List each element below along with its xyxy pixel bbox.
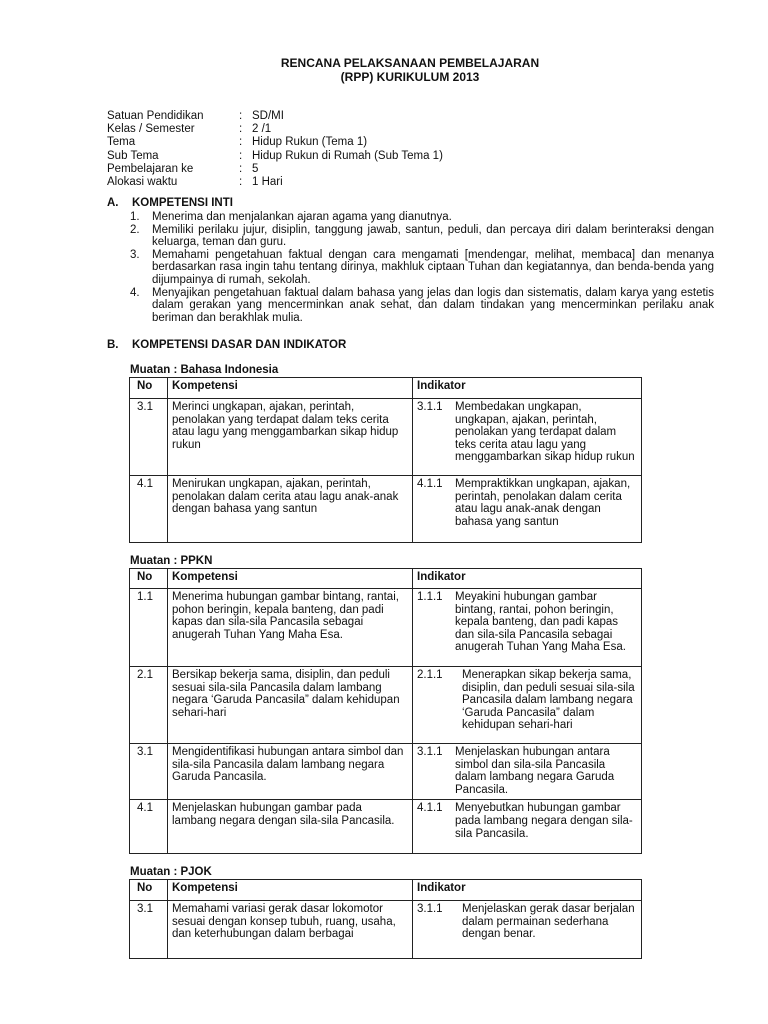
list-item: [130, 224, 714, 249]
identity-value: 1 Hari: [252, 176, 283, 189]
list-text: Memiliki perilaku jujur, disiplin, tanggung jawab, santun, peduli, dan percaya diri dalam berinteraksi dengan keluarga, teman dan guru.: [152, 223, 714, 249]
identity-sep: :: [239, 149, 243, 162]
indikator-text: Menjelaskan hubungan antara simbol dan sila-sila Pancasila dalam lambang negara Garuda Pancasila.: [455, 746, 615, 796]
indikator-code: 2.1.1: [417, 669, 443, 681]
indikator-text: Menyebutkan hubungan gambar pada lambang negara dengan sila-sila Pancasila.: [455, 802, 633, 840]
cell-indikator: [413, 476, 642, 543]
cell-kompetensi: Menerima hubungan gambar bintang, rantai, pohon beringin, kepala banteng, dan padi kapas dan sila-sila Pancasila sebagai anugerah Tuhan Yang Maha Esa.: [168, 589, 413, 667]
identity-label: Sub Tema: [107, 149, 159, 162]
identity-value: 2 /1: [252, 123, 272, 136]
indikator-text: Meyakini hubungan gambar bintang, rantai, pohon beringin, kepala banteng, dan padi kapas dan sila-sila Pancasila sebagai anugerah Tuhan Yang Maha Esa.: [455, 591, 626, 654]
cell-indikator: [413, 399, 642, 476]
cell-indikator: [413, 800, 642, 854]
identity-row: [107, 123, 443, 136]
table-row: [130, 589, 642, 667]
table-row: [130, 800, 642, 854]
section-title: KOMPETENSI INTI: [132, 197, 233, 209]
indikator-code: 3.1.1: [417, 401, 443, 413]
indikator-code: 3.1.1: [417, 903, 443, 915]
identity-sep: :: [239, 110, 243, 122]
header-no: No: [130, 378, 168, 399]
indikator-text: Menjelaskan gerak dasar berjalan dalam permainan sederhana dengan benar.: [462, 903, 635, 941]
identity-sep: :: [239, 136, 243, 149]
section-b-heading: [107, 339, 346, 351]
table-row: [130, 476, 642, 543]
header-indikator: Indikator: [413, 880, 642, 901]
header-kompetensi: Kompetensi: [168, 880, 413, 901]
indikator-code: 4.1.1: [417, 478, 443, 490]
identity-row: [107, 136, 443, 149]
list-number: 4.: [130, 286, 140, 299]
header-indikator: Indikator: [413, 378, 642, 399]
document-subtitle: (RPP) KURIKULUM 2013: [340, 70, 480, 84]
identity-sep: :: [239, 176, 243, 189]
identity-label: Alokasi waktu: [107, 176, 178, 189]
identity-sep: :: [239, 123, 243, 136]
cell-kompetensi: Menirukan ungkapan, ajakan, perintah, penolakan dalam cerita atau lagu anak-anak dengan bahasa yang santun: [168, 476, 413, 543]
cell-no: 3.1: [130, 744, 168, 800]
table-header-row: [130, 378, 642, 399]
list-text: Menyajikan pengetahuan faktual dalam bahasa yang jelas dan logis dan sistematis, dalam karya yang estetis dalam gerakan yang mencerminkan anak sehat, dan dalam tindakan yang mencerminkan perilaku anak beriman dan berakhlak mulia.: [152, 286, 714, 324]
section-letter: A.: [107, 197, 119, 209]
identity-value: SD/MI: [252, 110, 284, 122]
identity-label: Kelas / Semester: [107, 123, 195, 136]
cell-indikator: [413, 901, 642, 959]
cell-no: 4.1: [130, 476, 168, 543]
cell-no: 1.1: [130, 589, 168, 667]
list-number: 2.: [130, 223, 140, 236]
list-item: [130, 249, 714, 287]
identity-label: Pembelajaran ke: [107, 162, 194, 175]
section-letter: B.: [107, 339, 119, 351]
cell-no: 3.1: [130, 399, 168, 476]
header-kompetensi: Kompetensi: [168, 378, 413, 399]
list-number: 3.: [130, 248, 140, 261]
table-row: [130, 667, 642, 744]
cell-indikator: [413, 744, 642, 800]
indikator-text: Membedakan ungkapan, ungkapan, ajakan, perintah, penolakan yang terdapat dalam teks cerita atau lagu yang menggambarkan sikap hidup rukun: [455, 401, 635, 464]
cell-kompetensi: Mengidentifikasi hubungan antara simbol dan sila-sila Pancasila dalam lambang negara Garuda Pancasila.: [168, 744, 413, 800]
table-row: [130, 744, 642, 800]
identity-row: [107, 110, 443, 123]
section-title: KOMPETENSI DASAR DAN INDIKATOR: [132, 339, 347, 351]
section-a-heading: [107, 197, 233, 209]
header-kompetensi: Kompetensi: [168, 569, 413, 589]
list-item: [130, 211, 714, 224]
list-text: Memahami pengetahuan faktual dengan cara mengamati [mendengar, melihat, membaca] dan menanya berdasarkan rasa ingin tahu tentang dirinya, makhluk ciptaan Tuhan dan kegiatannya, dan benda-benda yang dijumpainya di rumah, sekolah.: [152, 248, 714, 286]
muatan-title: Muatan : PJOK: [130, 866, 212, 878]
table-row: [130, 901, 642, 959]
indikator-text: Menerapkan sikap bekerja sama, disiplin, dan peduli sesuai sila-sila Pancasila dalam lambang negara ‘Garuda Pancasila” dalam kehidupan sehari-hari: [462, 669, 635, 732]
list-number: 1.: [130, 211, 140, 223]
header-no: No: [130, 880, 168, 901]
document-title: RENCANA PELAKSANAAN PEMBELAJARAN: [280, 56, 540, 70]
indikator-code: 4.1.1: [417, 802, 443, 815]
header-no: No: [130, 569, 168, 589]
identity-value: Hidup Rukun di Rumah (Sub Tema 1): [252, 149, 443, 162]
identity-label: Tema: [107, 136, 136, 149]
list-text: Menerima dan menjalankan ajaran agama yang dianutnya.: [152, 211, 452, 223]
indikator-code: 1.1.1: [417, 591, 443, 603]
cell-no: 4.1: [130, 800, 168, 854]
table-row: [130, 399, 642, 476]
identity-label: Satuan Pendidikan: [107, 110, 204, 122]
identity-row: [107, 176, 443, 189]
cell-kompetensi: Merinci ungkapan, ajakan, perintah, penolakan yang terdapat dalam teks cerita atau lagu yang menggambarkan sikap hidup rukun: [168, 399, 413, 476]
identity-value: Hidup Rukun (Tema 1): [252, 136, 368, 149]
table-pjok: [129, 879, 642, 959]
table-ppkn: [129, 568, 642, 854]
header-indikator: Indikator: [413, 569, 642, 589]
cell-kompetensi: Menjelaskan hubungan gambar pada lambang negara dengan sila-sila Pancasila.: [168, 800, 413, 854]
cell-indikator: [413, 667, 642, 744]
cell-kompetensi: Memahami variasi gerak dasar lokomotor sesuai dengan konsep tubuh, ruang, usaha, dan keterhubungan dalam berbagai: [168, 901, 413, 959]
identity-value: 5: [252, 162, 259, 175]
table-header-row: [130, 880, 642, 901]
cell-no: 3.1: [130, 901, 168, 959]
cell-no: 2.1: [130, 667, 168, 744]
table-bahasa-indonesia: [129, 377, 642, 543]
identity-block: [107, 110, 443, 189]
identity-row: [107, 150, 443, 163]
indikator-text: Mempraktikkan ungkapan, ajakan, perintah, penolakan dalam cerita atau lagu anak-anak dengan bahasa yang santun: [455, 478, 631, 528]
cell-indikator: [413, 589, 642, 667]
cell-kompetensi: Bersikap bekerja sama, disiplin, dan peduli sesuai sila-sila Pancasila dalam lambang negara ‘Garuda Pancasila” dalam kehidupan sehari-hari: [168, 667, 413, 744]
muatan-title: Muatan : PPKN: [130, 555, 213, 567]
kompetensi-inti-list: [130, 211, 714, 324]
table-header-row: [130, 569, 642, 589]
identity-row: [107, 163, 443, 176]
indikator-code: 3.1.1: [417, 746, 443, 758]
muatan-title: Muatan : Bahasa Indonesia: [130, 364, 279, 376]
list-item: [130, 287, 714, 325]
identity-sep: :: [239, 162, 243, 175]
